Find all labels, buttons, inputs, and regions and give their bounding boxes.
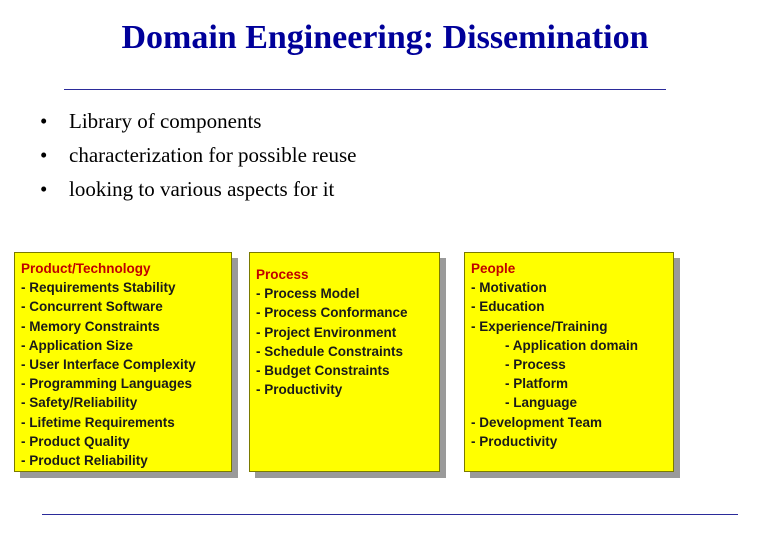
- box-item: - Development Team: [471, 414, 603, 430]
- box-item: - Schedule Constraints: [256, 343, 404, 359]
- bullet-text: characterization for possible reuse: [69, 143, 357, 167]
- bullet-item: [40, 172, 356, 206]
- box-heading: Product/Technology: [21, 261, 151, 276]
- bullet-item: [40, 104, 356, 138]
- process-box: [249, 252, 440, 472]
- box-item: - Requirements Stability: [21, 280, 176, 296]
- box-item: - Process Conformance: [256, 305, 408, 321]
- box-item: - Education: [471, 299, 545, 315]
- box-subitem: - Process: [505, 357, 566, 373]
- box-item: - Productivity: [256, 382, 343, 398]
- box-item: - User Interface Complexity: [21, 357, 196, 373]
- box-item: - Safety/Reliability: [21, 395, 138, 411]
- box-item: - Memory Constraints: [21, 318, 160, 334]
- box-item: - Programming Languages: [21, 376, 193, 392]
- box-item: - Concurrent Software: [21, 299, 163, 315]
- bullet-dot: •: [40, 109, 48, 133]
- bullet-text: Library of components: [69, 109, 262, 133]
- product-technology-box: [14, 252, 232, 472]
- box-item: - Productivity: [471, 433, 558, 449]
- box-item: - Product Quality: [21, 433, 130, 449]
- bullet-text: looking to various aspects for it: [69, 177, 335, 201]
- box-item: - Motivation: [471, 280, 547, 296]
- box-subitem: - Platform: [505, 376, 569, 392]
- box-item: - Application Size: [21, 337, 134, 353]
- box-heading: Process: [256, 267, 309, 282]
- footer-divider: [42, 514, 738, 515]
- bullet-dot: •: [40, 177, 48, 201]
- box-item: - Budget Constraints: [256, 363, 390, 379]
- title-divider: [64, 89, 666, 90]
- box-item: - Lifetime Requirements: [21, 414, 175, 430]
- bullet-list: [40, 104, 356, 206]
- box-item: - Process Model: [256, 286, 360, 302]
- bullet-item: [40, 138, 356, 172]
- box-heading: People: [471, 261, 516, 276]
- box-subitem: - Language: [505, 395, 578, 411]
- people-box: [464, 252, 674, 472]
- bullet-dot: •: [40, 143, 48, 167]
- box-item: - Experience/Training: [471, 318, 608, 334]
- box-item: - Project Environment: [256, 324, 397, 340]
- box-subitem: - Application domain: [505, 337, 638, 353]
- slide-title: Domain Engineering: Dissemination: [121, 19, 649, 56]
- box-item: - Product Reliability: [21, 453, 148, 469]
